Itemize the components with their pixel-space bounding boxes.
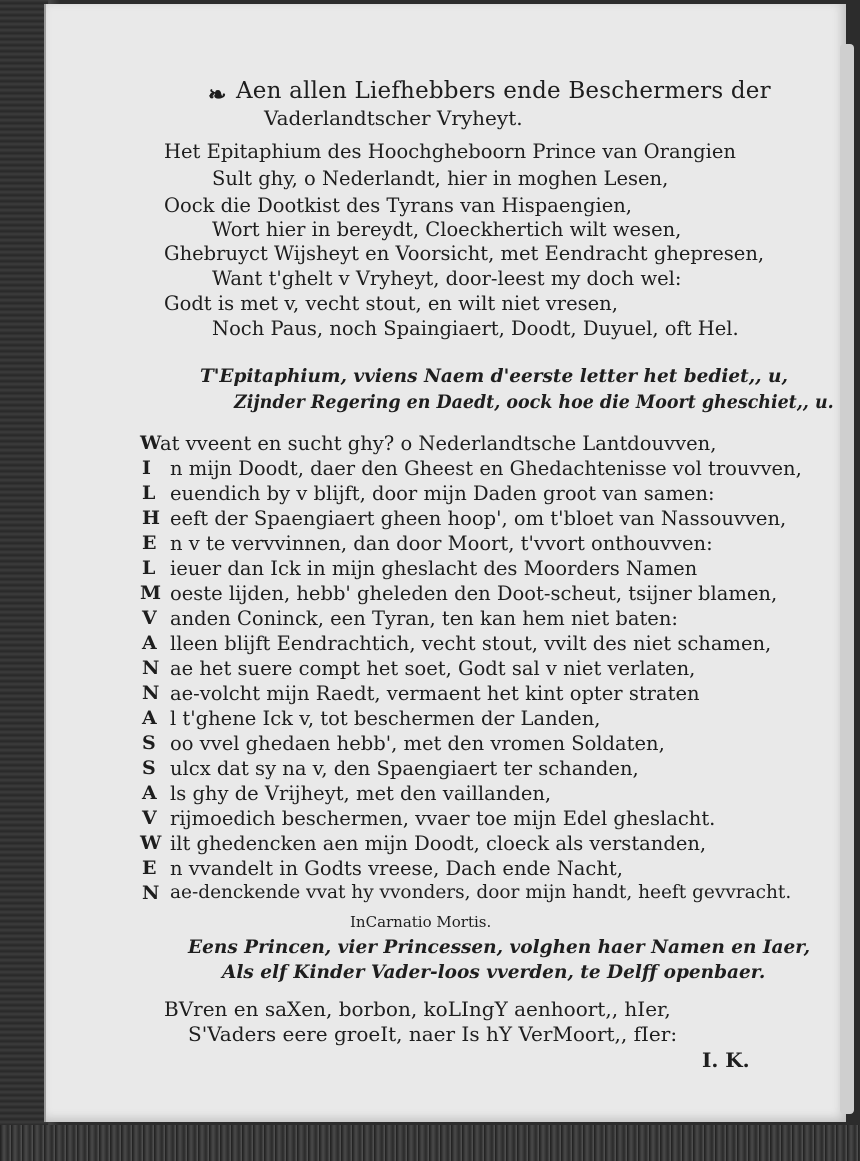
- intro-verse-line: Want t'ghelt v Vryheyt, door-leest my doch wel:: [212, 267, 682, 290]
- acrostic-line: ae-denckende vvat hy vvonders, door mijn handt, heeft gevvracht.: [170, 882, 792, 903]
- intro-verse-line: Oock die Dootkist des Tyrans van Hispaengien,: [164, 194, 632, 217]
- acrostic-capital: A: [142, 632, 157, 654]
- fleuron-icon: ❧: [208, 82, 227, 108]
- acrostic-line: oo vvel ghedaen hebb', met den vromen Soldaten,: [170, 732, 665, 755]
- acrostic-capital: N: [142, 682, 160, 704]
- chronogram-line: S'Vaders eere groeIt, naer Is hY VerMoort,, fIer:: [188, 1022, 678, 1046]
- acrostic-line: ae het suere compt het soet, Godt sal v niet verlaten,: [170, 657, 696, 680]
- incarnatio-line: Eens Princen, vier Princessen, volghen haer Namen en Iaer,: [188, 937, 811, 958]
- acrostic-capital: S: [142, 732, 156, 754]
- acrostic-capital: L: [142, 557, 156, 579]
- acrostic-line: ae-volcht mijn Raedt, vermaent het kint opter straten: [170, 682, 700, 705]
- header-line-1: Aen allen Liefhebbers ende Beschermers der: [236, 78, 771, 104]
- acrostic-capital: L: [142, 482, 156, 504]
- paper-rim: [840, 44, 854, 1114]
- acrostic-line: euendich by v blijft, door mijn Daden groot van samen:: [170, 482, 715, 505]
- incarnatio-heading: InCarnatio Mortis.: [350, 913, 492, 931]
- acrostic-capital: W: [140, 832, 162, 854]
- acrostic-capital: A: [142, 782, 157, 804]
- acrostic-line: lleen blijft Eendrachtich, vecht stout, vvilt des niet schamen,: [170, 632, 772, 655]
- intro-verse-line: Sult ghy, o Nederlandt, hier in moghen Lesen,: [212, 167, 669, 190]
- intro-verse-line: Ghebruyct Wijsheyt en Voorsicht, met Eendracht ghepresen,: [164, 242, 765, 265]
- marbled-bottom-edge: [0, 1125, 860, 1161]
- signature-initials: I. K.: [702, 1048, 750, 1072]
- chronogram-line: BVren en saXen, borbon, koLIngY aenhoort,, hIer,: [164, 997, 671, 1021]
- header-line-2: Vaderlandtscher Vryheyt.: [264, 106, 523, 130]
- book-spine-edge: [0, 0, 48, 1161]
- acrostic-capital: E: [142, 857, 157, 879]
- acrostic-capital: A: [142, 707, 157, 729]
- acrostic-line: n mijn Doodt, daer den Gheest en Ghedachtenisse vol trouvven,: [170, 457, 802, 480]
- acrostic-line: oeste lijden, hebb' gheleden den Doot-scheut, tsijner blamen,: [170, 582, 778, 605]
- epitaph-heading-line: Zijnder Regering en Daedt, oock hoe die Moort gheschiet,, u.: [234, 392, 834, 413]
- acrostic-line: ilt ghedencken aen mijn Doodt, cloeck als verstanden,: [170, 832, 707, 855]
- paper-sheet: [44, 4, 846, 1122]
- acrostic-line: n v te vervvinnen, dan door Moort, t'vvort onthouvven:: [170, 532, 713, 555]
- acrostic-capital: M: [140, 582, 162, 604]
- acrostic-capital: H: [142, 507, 160, 529]
- acrostic-capital: V: [142, 607, 157, 629]
- acrostic-line: eeft der Spaengiaert gheen hoop', om t'bloet van Nassouvven,: [170, 507, 787, 530]
- acrostic-capital: N: [142, 657, 160, 679]
- acrostic-capital: E: [142, 532, 157, 554]
- acrostic-line: anden Coninck, een Tyran, ten kan hem niet baten:: [170, 607, 678, 630]
- acrostic-line: ieuer dan Ick in mijn gheslacht des Moorders Namen: [170, 557, 698, 580]
- acrostic-line: rijmoedich beschermen, vvaer toe mijn Edel gheslacht.: [170, 807, 716, 830]
- acrostic-line: n vvandelt in Godts vreese, Dach ende Nacht,: [170, 857, 623, 880]
- intro-verse-line: Godt is met v, vecht stout, en wilt niet vresen,: [164, 292, 618, 315]
- incarnatio-line: Als elf Kinder Vader-loos vverden, te Delff openbaer.: [222, 962, 766, 983]
- intro-verse-line: Wort hier in bereydt, Cloeckhertich wilt wesen,: [212, 218, 682, 241]
- epitaph-heading-line: T'Epitaphium, vviens Naem d'eerste letter het bediet,, u,: [200, 366, 788, 387]
- acrostic-line: l t'ghene Ick v, tot beschermen der Landen,: [170, 707, 601, 730]
- acrostic-capital: S: [142, 757, 156, 779]
- acrostic-capital: I: [142, 457, 151, 479]
- intro-verse-line: Noch Paus, noch Spaingiaert, Doodt, Duyuel, oft Hel.: [212, 317, 739, 340]
- acrostic-line: at vveent en sucht ghy? o Nederlandtsche Lantdouvven,: [160, 432, 717, 455]
- intro-verse-line: Het Epitaphium des Hoochgheboorn Prince van Orangien: [164, 140, 736, 163]
- acrostic-capital: W: [140, 432, 162, 454]
- acrostic-line: ulcx dat sy na v, den Spaengiaert ter schanden,: [170, 757, 639, 780]
- acrostic-capital: V: [142, 807, 157, 829]
- acrostic-capital: N: [142, 882, 160, 904]
- acrostic-line: ls ghy de Vrijheyt, met den vaillanden,: [170, 782, 552, 805]
